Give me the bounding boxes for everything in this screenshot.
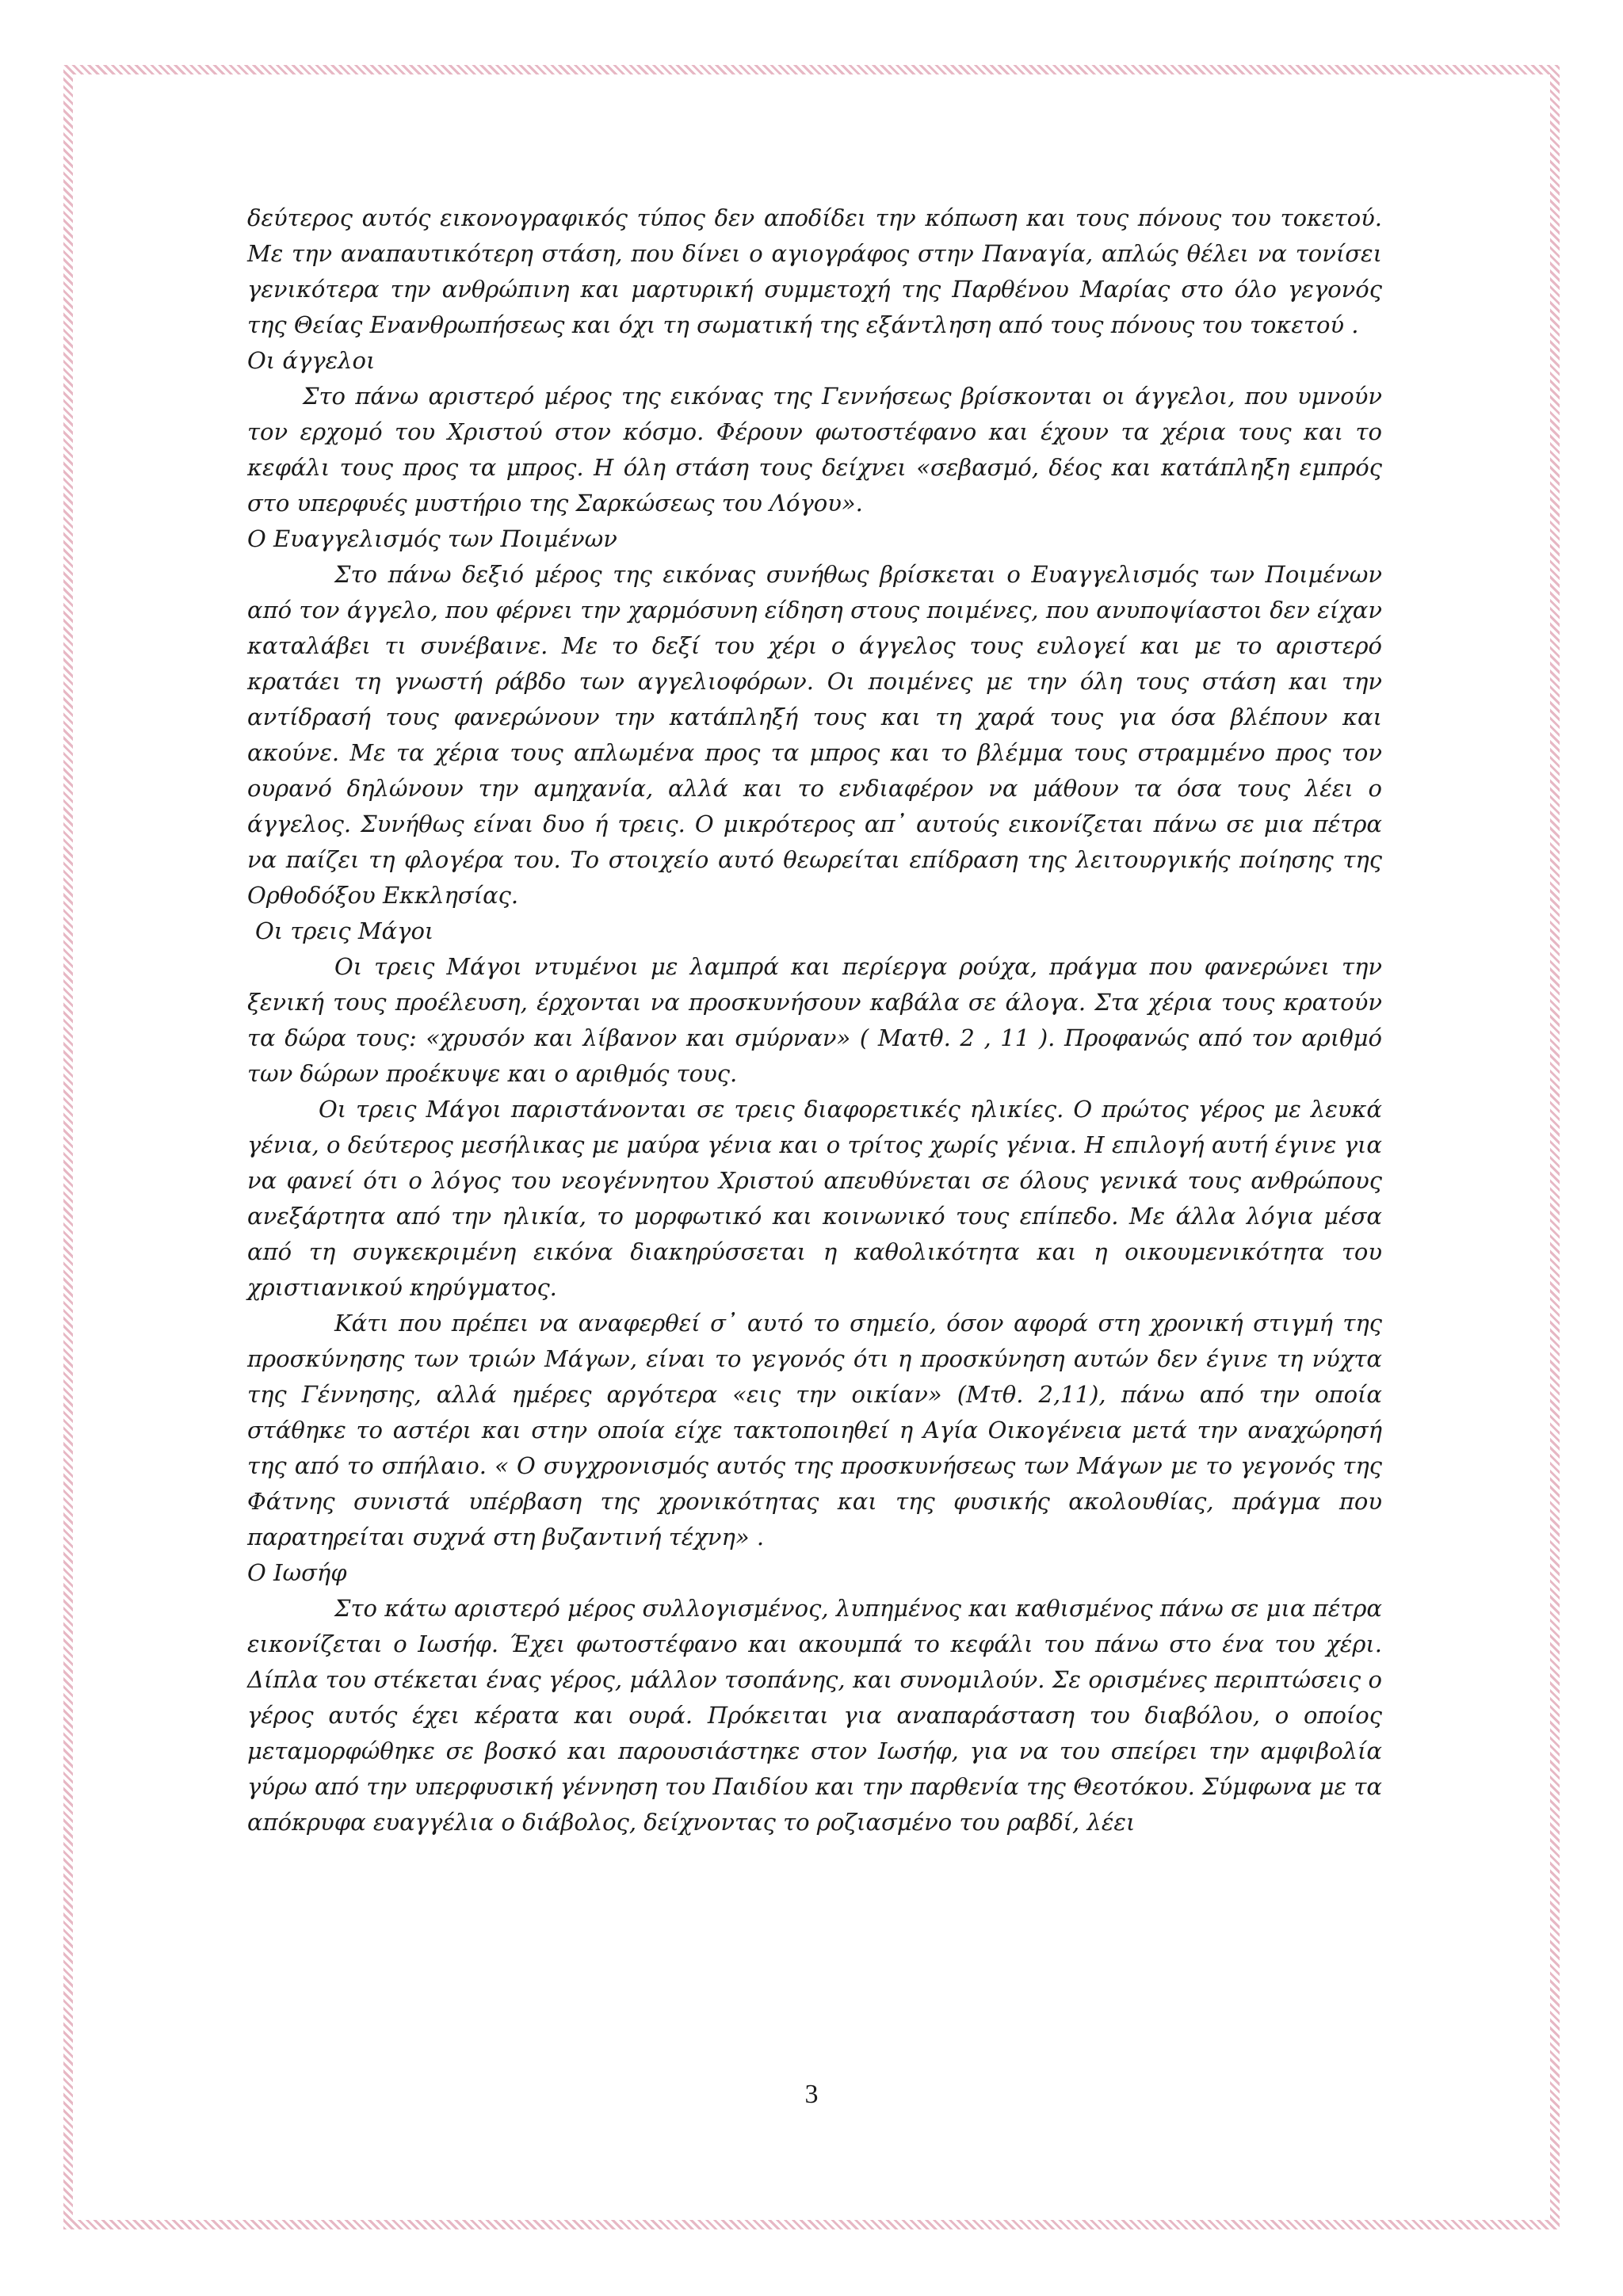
page-number: 3 <box>804 2080 819 2109</box>
magi-paragraph-2: Οι τρεις Μάγοι παριστάνονται σε τρεις διαφορετικές ηλικίες. Ο πρώτος γέρος με λευκά γένια, ο δεύτερος μεσήλικας με μαύρα γένια και ο τρίτος χωρίς γένια. Η επιλογή αυτή έγινε για να φανεί ότι ο λόγος του νεογέννητου Χριστού απευθύνεται σε όλους γενικά τους ανθρώπους ανεξάρτητα από την ηλικία, το μορφωτικό και κοινωνικό τους επίπεδο. Με άλλα λόγια μέσα από τη συγκεκριμένη εικόνα διακηρύσσεται η καθολικότητα και η οικουμενικότητα του χριστιανικού κηρύγματος. <box>247 1096 1382 1301</box>
angels-paragraph: Στο πάνω αριστερό μέρος της εικόνας της Γεννήσεως βρίσκονται οι άγγελοι, που υμνούν τον ερχομό του Χριστού στον κόσμο. Φέρουν φωτοστέφανο και έχουν τα χέρια τους και το κεφάλι τους προς τα μπρος. Η όλη στάση τους δείχνει «σεβασμό, δέος και κατάπληξη εμπρός στο υπερφυές μυστήριο της Σαρκώσεως του Λόγου». <box>247 383 1382 517</box>
intro-paragraph: δεύτερος αυτός εικονογραφικός τύπος δεν αποδίδει την κόπωση και τους πόνους του τοκετού. Με την αναπαυτικότερη στάση, που δίνει ο αγιογράφος στην Παναγία, απλώς θέλει να τονίσει γενικότερα την ανθρώπινη και μαρτυρική συμμετοχή της Παρθένου Μαρίας στο όλο γεγονός της Θείας Ενανθρωπήσεως και όχι τη σωματική της εξάντληση από τους πόνους του τοκετού . <box>247 204 1382 338</box>
shepherds-paragraph: Στο πάνω δεξιό μέρος της εικόνας συνήθως βρίσκεται ο Ευαγγελισμός των Ποιμένων από τον άγγελο, που φέρνει την χαρμόσυνη είδηση στους ποιμένες, που ανυποψίαστοι δεν είχαν καταλάβει τι συνέβαινε. Με το δεξί του χέρι ο άγγελος τους ευλογεί και με το αριστερό κρατάει τη γνωστή ράβδο των αγγελιοφόρων. Οι ποιμένες με την όλη τους στάση και την αντίδρασή τους φανερώνουν την κατάπληξή τους και τη χαρά τους για όσα βλέπουν και ακούνε. Με τα χέρια τους απλωμένα προς τα μπρος και το βλέμμα τους στραμμένο προς τον ουρανό δηλώνουν την αμηχανία, αλλά και το ενδιαφέρον να μάθουν τα όσα τους λέει ο άγγελος. Συνήθως είναι δυο ή τρεις. Ο μικρότερος απ᾽ αυτούς εικονίζεται πάνω σε μια πέτρα να παίζει τη φλογέρα του. Το στοιχείο αυτό θεωρείται επίδραση της λειτουργικής ποίησης της Ορθοδόξου Εκκλησίας. <box>247 561 1382 909</box>
section-heading-angels: Οι άγγελοι <box>247 347 376 374</box>
magi-paragraph-1: Οι τρεις Μάγοι ντυμένοι με λαμπρά και περίεργα ρούχα, πράγμα που φανερώνει την ξενική τους προέλευση, έρχονται να προσκυνήσουν καβάλα σε άλογα. Στα χέρια τους κρατούν τα δώρα τους: «χρυσόν και λίβανον και σμύρναν» ( Ματθ. 2 , 11 ). Προφανώς από τον αριθμό των δώρων προέκυψε και ο αριθμός τους. <box>247 953 1382 1087</box>
joseph-paragraph: Στο κάτω αριστερό μέρος συλλογισμένος, λυπημένος και καθισμένος πάνω σε μια πέτρα εικονίζεται ο Ιωσήφ. Έχει φωτοστέφανο και ακουμπά το κεφάλι του πάνω στο ένα του χέρι. Δίπλα του στέκεται ένας γέρος, μάλλον τσοπάνης, και συνομιλούν. Σε ορισμένες περιπτώσεις ο γέρος αυτός έχει κέρατα και ουρά. Πρόκειται για αναπαράσταση του διαβόλου, ο οποίος μεταμορφώθηκε σε βοσκό και παρουσιάστηκε στον Ιωσήφ, για να του σπείρει την αμφιβολία γύρω από την υπερφυσική γέννηση του Παιδίου και την παρθενία της Θεοτόκου. Σύμφωνα με τα απόκρυφα ευαγγέλια ο διάβολος, δείχνοντας το ροζιασμένο του ραβδί, λέει <box>247 1595 1382 1836</box>
magi-paragraph-3: Κάτι που πρέπει να αναφερθεί σ᾽ αυτό το σημείο, όσον αφορά στη χρονική στιγμή της προσκύνησης των τριών Μάγων, είναι το γεγονός ότι η προσκύνηση αυτών δεν έγινε τη νύχτα της Γέννησης, αλλά ημέρες αργότερα «εις την οικίαν» (Μτθ. 2,11), πάνω από την οποία στάθηκε το αστέρι και στην οποία είχε τακτοποιηθεί η Αγία Οικογένεια μετά την αναχώρησή της από το σπήλαιο. « Ο συγχρονισμός αυτός της προσκυνήσεως των Μάγων με το γεγονός της Φάτνης συνιστά υπέρβαση της χρονικότητας και της φυσικής ακολουθίας, πράγμα που παρατηρείται συχνά στη βυζαντινή τέχνη» . <box>247 1310 1382 1550</box>
section-heading-magi: Οι τρεις Μάγοι <box>255 917 434 944</box>
section-heading-joseph: Ο Ιωσήφ <box>247 1559 347 1586</box>
section-heading-shepherds: Ο Ευαγγελισμός των Ποιμένων <box>247 525 617 552</box>
page-body <box>247 200 1382 1840</box>
